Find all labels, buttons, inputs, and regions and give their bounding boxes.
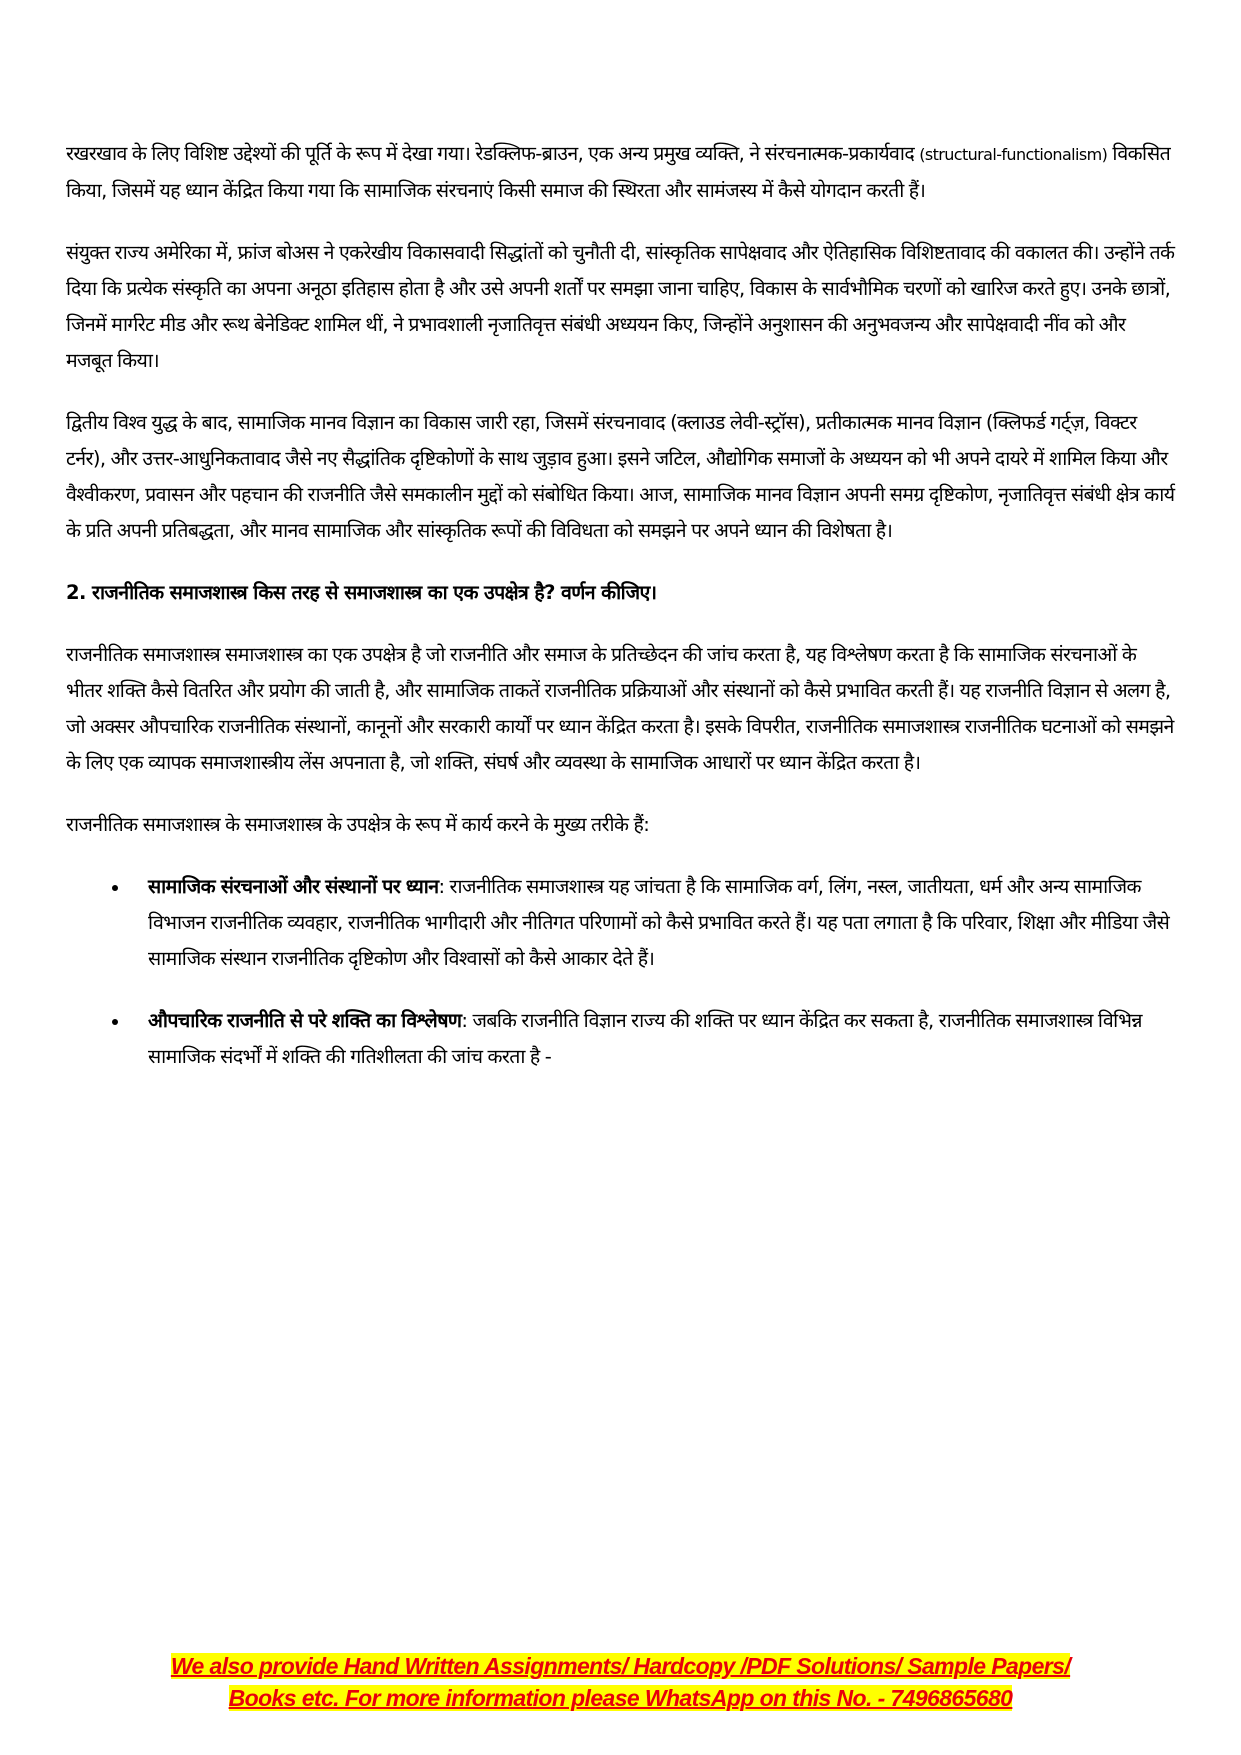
bullet-icon [112, 1019, 118, 1025]
promo-footer [0, 1650, 1241, 1714]
promo-line-2: Books etc. For more information please WhatsApp on this No. - 7496865680 [228, 1685, 1013, 1711]
document-page [66, 136, 1176, 1101]
question-heading: 2. राजनीतिक समाजशास्त्र किस तरह से समाजशास्त्र का एक उपक्षेत्र है? वर्णन कीजिए। [66, 581, 657, 604]
paragraph-boas: संयुक्त राज्य अमेरिका में, फ्रांज बोअस ने एकरेखीय विकासवादी सिद्धांतों को चुनौती दी, सांस्कृतिक सापेक्षवाद और ऐतिहासिक विशिष्टतावाद की वकालत की। उन्होंने तर्क दिया कि प्रत्येक संस्कृति का अपना अनूठा इतिहास होता है और उसे अपनी शर्तों पर समझा जाना चाहिए, विकास के सार्वभौमिक चरणों को खारिज करते हुए। उनके छात्रों, जिनमें मार्गरेट मीड और रूथ बेनेडिक्ट शामिल थीं, ने प्रभावशाली नृजातिवृत्त संबंधी अध्ययन किए, जिन्होंने अनुशासन की अनुभवजन्य और सापेक्षवादी नींव को और मजबूत किया। [66, 241, 1175, 372]
bullet-text: : राजनीतिक समाजशास्त्र यह जांचता है कि सामाजिक वर्ग, लिंग, नस्ल, जातीयता, धर्म और अन्य सामाजिक विभाजन राजनीतिक व्यवहार, राजनीतिक भागीदारी और नीतिगत परिणामों को कैसे प्रभावित करते हैं। यह पता लगाता है कि परिवार, शिक्षा और मीडिया जैसे सामाजिक संस्थान राजनीतिक दृष्टिकोण और विश्वासों को कैसे आकार देते हैं। [148, 875, 1170, 970]
bullet-item-power-analysis [66, 1003, 1176, 1075]
paragraph-structural-functionalism [66, 136, 1176, 209]
answer-paragraph-intro: राजनीतिक समाजशास्त्र समाजशास्त्र का एक उपक्षेत्र है जो राजनीति और समाज के प्रतिच्छेदन की जांच करता है, यह विश्लेषण करता है कि सामाजिक संरचनाओं के भीतर शक्ति कैसे वितरित और प्रयोग की जाती है, और सामाजिक ताकतें राजनीतिक प्रक्रियाओं और संस्थानों को कैसे प्रभावित करती हैं। यह राजनीति विज्ञान से अलग है, जो अक्सर औपचारिक राजनीतिक संस्थानों, कानूनों और सरकारी कार्यों पर ध्यान केंद्रित करता है। इसके विपरीत, राजनीतिक समाजशास्त्र राजनीतिक घटनाओं को समझने के लिए एक व्यापक समाजशास्त्रीय लेंस अपनाता है, जो शक्ति, संघर्ष और व्यवस्था के सामाजिक आधारों पर ध्यान केंद्रित करता है। [66, 643, 1174, 774]
bullet-title: सामाजिक संरचनाओं और संस्थानों पर ध्यान [148, 875, 439, 898]
paragraph-text: विकसित किया, जिसमें यह ध्यान केंद्रित किया गया कि सामाजिक संरचनाएं किसी समाज की स्थिरता और सामंजस्य में कैसे योगदान करती हैं। [66, 142, 1171, 202]
promo-line-1: We also provide Hand Written Assignments/ Hardcopy /PDF Solutions/ Sample Papers/ [170, 1653, 1071, 1679]
paragraph-post-war: द्वितीय विश्व युद्ध के बाद, सामाजिक मानव विज्ञान का विकास जारी रहा, जिसमें संरचनावाद (क्लाउड लेवी-स्ट्रॉस), प्रतीकात्मक मानव विज्ञान (क्लिफर्ड गर्ट्ज़, विक्टर टर्नर), और उत्तर-आधुनिकतावाद जैसे नए सैद्धांतिक दृष्टिकोणों के साथ जुड़ाव हुआ। इसने जटिल, औद्योगिक समाजों के अध्ययन को भी अपने दायरे में शामिल किया और वैश्वीकरण, प्रवासन और पहचान की राजनीति जैसे समकालीन मुद्दों को संबोधित किया। आज, सामाजिक मानव विज्ञान अपनी समग्र दृष्टिकोण, नृजातिवृत्त संबंधी क्षेत्र कार्य के प्रति अपनी प्रतिबद्धता, और मानव सामाजिक और सांस्कृतिक रूपों की विविधता को समझने पर अपने ध्यान की विशेषता है। [66, 411, 1175, 542]
bullet-icon [112, 885, 118, 891]
bullet-text: : जबकि राजनीति विज्ञान राज्य की शक्ति पर ध्यान केंद्रित कर सकता है, राजनीतिक समाजशास्त्र विभिन्न सामाजिक संदर्भों में शक्ति की गतिशीलता की जांच करता है - [148, 1009, 1142, 1068]
answer-paragraph-ways: राजनीतिक समाजशास्त्र के समाजशास्त्र के उपक्षेत्र के रूप में कार्य करने के मुख्य तरीके हैं: [66, 813, 650, 836]
bullet-list [66, 869, 1176, 1075]
paragraph-text: रखरखाव के लिए विशिष्ट उद्देश्यों की पूर्ति के रूप में देखा गया। रेडक्लिफ-ब्राउन, एक अन्य प्रमुख व्यक्ति, ने संरचनात्मक-प्रकार्यवाद [66, 142, 920, 165]
english-term: (structural-functionalism) [919, 145, 1108, 164]
bullet-item-social-structures [66, 869, 1176, 977]
bullet-title: औपचारिक राजनीति से परे शक्ति का विश्लेषण [148, 1009, 462, 1032]
